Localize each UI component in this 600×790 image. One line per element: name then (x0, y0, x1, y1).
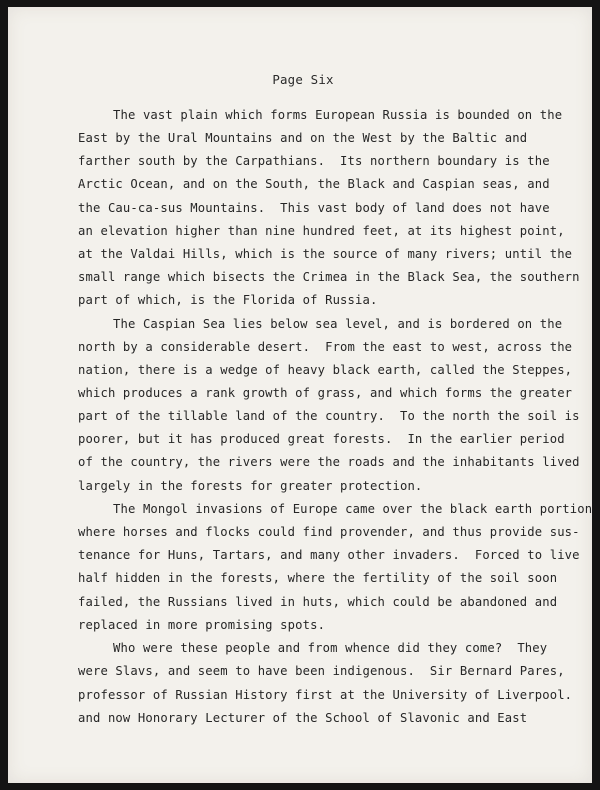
text-line: which produces a rank growth of grass, and which forms the greater (78, 386, 573, 400)
text-line: largely in the forests for greater protection. (78, 479, 423, 493)
text-line: small range which bisects the Crimea in the Black Sea, the southern (78, 270, 580, 284)
text-line: tenance for Huns, Tartars, and many other invaders. Forced to live (78, 548, 580, 562)
text-line: The Caspian Sea lies below sea level, and is bordered on the (113, 317, 563, 331)
text-line: replaced in more promising spots. (78, 618, 326, 632)
text-line: East by the Ural Mountains and on the West by the Baltic and (78, 131, 528, 145)
text-line: farther south by the Carpathians. Its northern boundary is the (78, 154, 550, 168)
text-line: Arctic Ocean, and on the South, the Black and Caspian seas, and (78, 177, 550, 191)
text-line: part of which, is the Florida of Russia. (78, 293, 378, 307)
text-line: north by a considerable desert. From the east to west, across the (78, 340, 573, 354)
text-line: of the country, the rivers were the roads and the inhabitants lived (78, 455, 580, 469)
text-line: nation, there is a wedge of heavy black earth, called the Steppes, (78, 363, 573, 377)
text-line: part of the tillable land of the country. To the north the soil is (78, 409, 580, 423)
text-line: at the Valdai Hills, which is the source of many rivers; until the (78, 247, 573, 261)
page-title: Page Six (272, 72, 334, 87)
text-line: the Cau-ca-sus Mountains. This vast body of land does not have (78, 201, 550, 215)
text-line: an elevation higher than nine hundred feet, at its highest point, (78, 224, 565, 238)
text-line: poorer, but it has produced great forests. In the earlier period (78, 432, 565, 446)
text-line: were Slavs, and seem to have been indigenous. Sir Bernard Pares, (78, 664, 565, 678)
text-line: and now Honorary Lecturer of the School of Slavonic and East (78, 711, 528, 725)
text-line: half hidden in the forests, where the fertility of the soil soon (78, 571, 558, 585)
text-line: The vast plain which forms European Russia is bounded on the (113, 108, 563, 122)
text-line: professor of Russian History first at the University of Liverpool. (78, 688, 573, 702)
text-line: failed, the Russians lived in huts, which could be abandoned and (78, 595, 558, 609)
text-line: Who were these people and from whence did they come? They (113, 641, 548, 655)
text-line: The Mongol invasions of Europe came over the black earth portion (113, 502, 593, 516)
text-line: where horses and flocks could find provender, and thus provide sus- (78, 525, 580, 539)
